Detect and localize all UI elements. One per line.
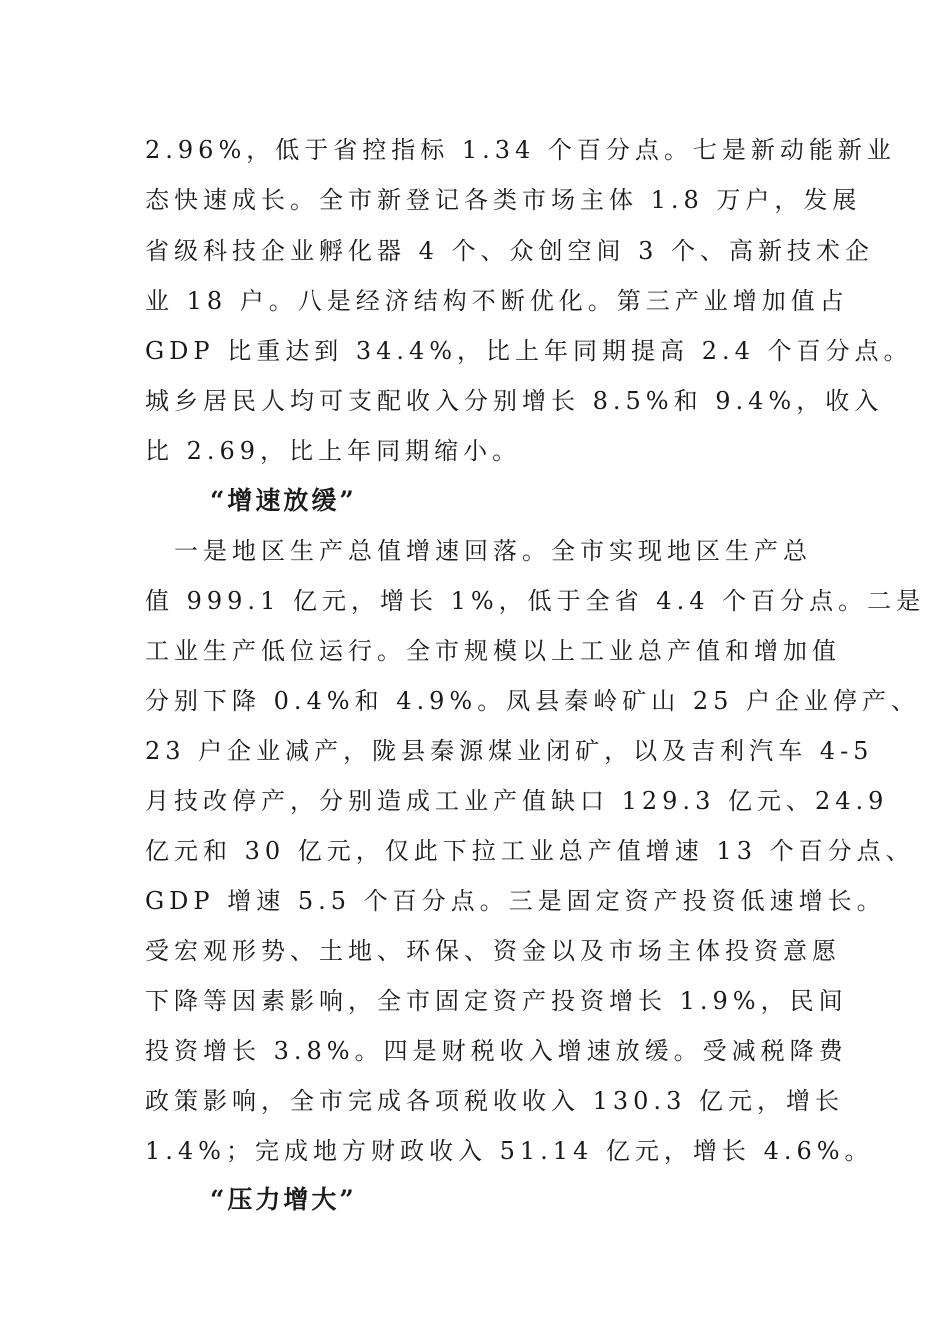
paragraph-line: GDP 比重达到 34.4%，比上年同期提高 2.4 个百分点。 [145,337,913,365]
section-heading: “增速放缓” [210,486,357,515]
paragraph-line: 下降等因素影响，全市固定资产投资增长 1.9%，民间 [145,987,848,1015]
paragraph-line: 比 2.69，比上年同期缩小。 [145,437,522,465]
paragraph-line: 工业生产低位运行。全市规模以上工业总产值和增加值 [145,637,841,665]
paragraph-line: 23 户企业减产，陇县秦源煤业闭矿，以及吉利汽车 4-5 [145,737,874,765]
paragraph-line: 省级科技企业孵化器 4 个、众创空间 3 个、高新技术企 [145,237,875,265]
paragraph-line: 值 999.1 亿元，增长 1%，低于全省 4.4 个百分点。二是 [145,587,926,615]
paragraph-line: 态快速成长。全市新登记各类市场主体 1.8 万户，发展 [145,186,862,214]
paragraph-line: GDP 增速 5.5 个百分点。三是固定资产投资低速增长。 [145,887,886,915]
paragraph-line: 分别下降 0.4%和 4.9%。凤县秦岭矿山 25 户企业停产、 [145,687,920,715]
paragraph-line: 亿元和 30 亿元，仅此下拉工业总产值增速 13 个百分点、 [145,837,915,865]
paragraph-line: 政策影响，全市完成各项税收收入 130.3 亿元，增长 [145,1087,844,1115]
paragraph-line: 1.4%；完成地方财政收入 51.14 亿元，增长 4.6%。 [145,1137,874,1165]
paragraph-line: 业 18 户。八是经济结构不断优化。第三产业增加值占 [145,287,849,315]
paragraph-line: 一是地区生产总值增速回落。全市实现地区生产总 [145,537,812,565]
paragraph-line: 投资增长 3.8%。四是财税收入增速放缓。受减税降费 [145,1037,848,1065]
paragraph-line: 月技改停产，分别造成工业产值缺口 129.3 亿元、24.9 [145,787,889,815]
paragraph-line: 受宏观形势、土地、环保、资金以及市场主体投资意愿 [145,937,841,965]
paragraph-line: 2.96%，低于省控指标 1.34 个百分点。七是新动能新业 [145,136,896,164]
paragraph-line: 城乡居民人均可支配收入分别增长 8.5%和 9.4%，收入 [145,387,884,415]
section-heading: “压力增大” [210,1185,357,1214]
